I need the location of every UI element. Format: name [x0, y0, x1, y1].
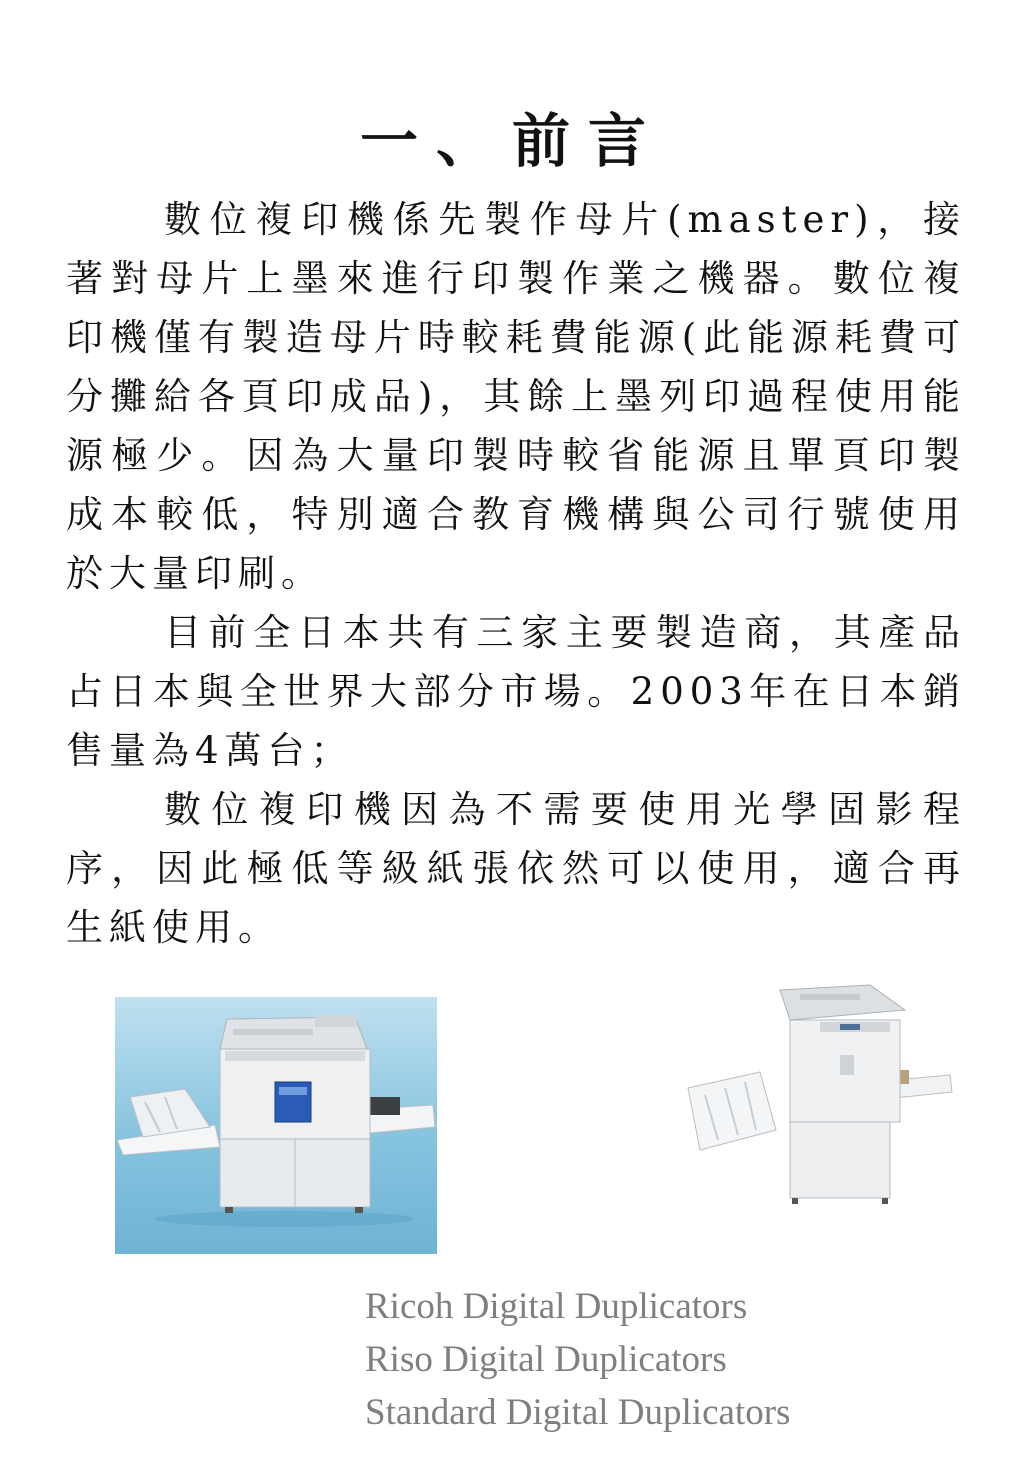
duplicator-photo-right: [680, 980, 956, 1212]
paragraph-paper: 數位複印機因為不需要使用光學固影程序，因此極低等級紙張依然可以使用，適合再生紙使用。: [66, 788, 966, 949]
page-title: 一、前言: [359, 106, 664, 175]
duplicator-illustration-right: [680, 980, 956, 1212]
caption-standard: Standard Digital Duplicators: [365, 1392, 791, 1433]
paragraph-intro: 數位複印機係先製作母片(master)，接著對母片上墨來進行印製作業之機器。數位複印機僅有製造母片時較耗費能源(此能源耗費可分攤給各頁印成品)，其餘上墨列印過程使用能源極少。因為大量印製時較省能源且單頁印製成本較低，特別適合教育機構與公司行號使用於大量印刷。: [66, 198, 966, 595]
paragraph-manufacturers: 目前全日本共有三家主要製造商，其產品占日本與全世界大部分市場。2003年在日本銷售量為4萬台；: [66, 611, 966, 772]
body-text: [66, 190, 966, 957]
duplicator-illustration-left: [115, 997, 437, 1254]
caption-riso: Riso Digital Duplicators: [365, 1339, 727, 1380]
duplicator-photo-left: [115, 997, 437, 1254]
caption-ricoh: Ricoh Digital Duplicators: [365, 1286, 748, 1327]
caption-list: [365, 1280, 790, 1439]
